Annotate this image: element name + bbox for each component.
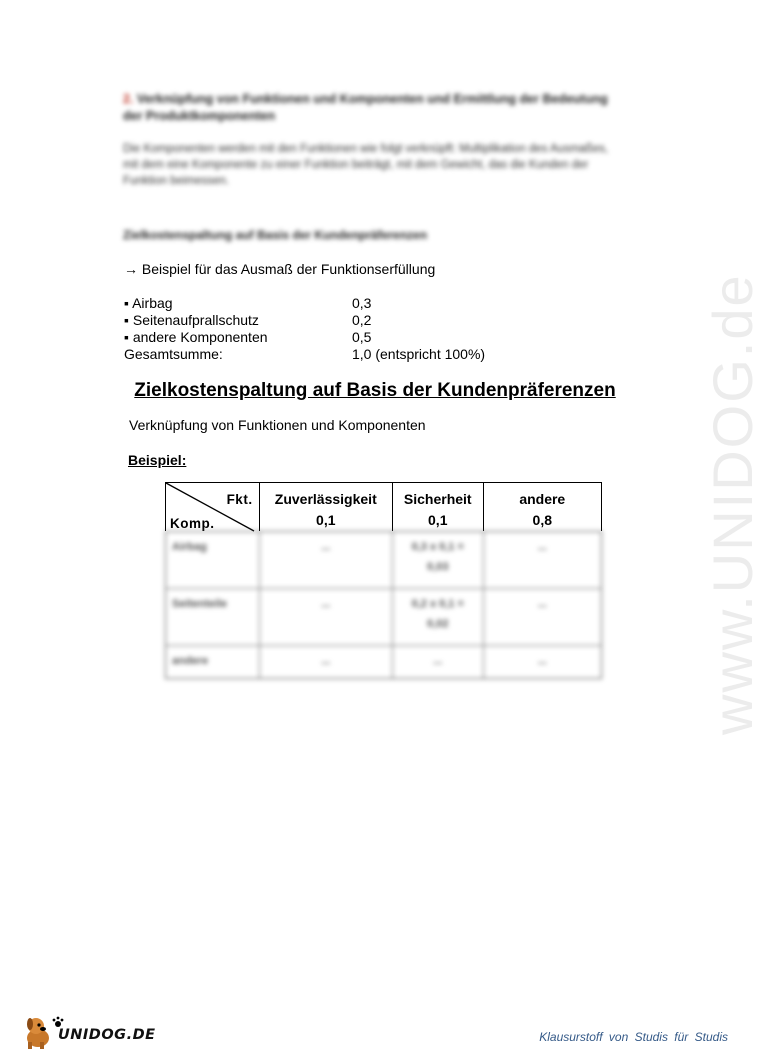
table-row [166, 588, 601, 645]
cell-formula: 0,3 x 0,1 = [411, 541, 464, 553]
beispiel-label: Beispiel: [128, 452, 187, 468]
corner-cell [166, 483, 259, 531]
list-item [124, 312, 544, 329]
table-cell [392, 532, 483, 588]
table-cell [392, 589, 483, 645]
section-paragraph: Die Komponenten werden mit den Funktionen wie folgt verknüpft: Multiplikation des Ausmaßes, mit dem eine Komponente zu einer Funktion beiträgt, mit dem Gewicht, das die Kunden der Funktion beimessen. [123, 143, 609, 187]
list-item [124, 295, 544, 312]
table-row [166, 645, 601, 678]
section-title-text: Verknüpfung von Funktionen und Komponenten und Ermittlung der Bedeutung der Produktkomponenten [123, 92, 608, 123]
column-header [259, 483, 392, 531]
weighting-table [165, 482, 602, 679]
corner-fkt: Fkt. [226, 492, 253, 507]
watermark: www.UNIDOG.de [701, 273, 764, 735]
row-label: Airbag [172, 541, 207, 553]
list-item-label: ▪ Airbag [124, 295, 173, 311]
table-cell: ... [483, 532, 601, 588]
list-item-value: 0,2 [352, 312, 372, 328]
main-heading: Zielkostenspaltung auf Basis der Kundenpräferenzen [134, 380, 616, 401]
column-weight: 0,8 [532, 512, 552, 528]
list-item [124, 346, 544, 363]
corner-komp: Komp. [170, 516, 215, 531]
cell-result: 0,02 [427, 618, 449, 630]
table-cell: ... [259, 589, 392, 645]
table-cell: ... [392, 646, 483, 678]
unidog-logo[interactable] [22, 1012, 156, 1052]
table-cell: ... [483, 589, 601, 645]
list-item-label: ▪ Seitenaufprallschutz [124, 312, 259, 328]
list-item-value: 1,0 (entspricht 100%) [352, 346, 486, 362]
table-cell: ... [259, 532, 392, 588]
table-header [165, 482, 602, 531]
example-line: → Beispiel für das Ausmaß der Funktionserfüllung [124, 261, 436, 277]
table-row [166, 532, 601, 588]
footer-tagline: Klausurstoff von Studis für Studis [539, 1030, 728, 1044]
list-item-value: 0,5 [352, 329, 372, 345]
section-title [123, 91, 613, 125]
cell-result: 0,03 [427, 561, 449, 573]
row-label: Seitenteile [172, 598, 228, 610]
table-body [165, 531, 602, 679]
column-header [483, 483, 601, 531]
list-item-label: ▪ andere Komponenten [124, 329, 268, 345]
column-name: andere [519, 491, 566, 507]
cell-formula: 0,2 x 0,1 = [411, 598, 464, 610]
column-weight: 0,1 [316, 512, 336, 528]
table-cell: ... [483, 646, 601, 678]
table-cell: ... [259, 646, 392, 678]
row-label: andere [172, 655, 209, 667]
logo-text: UNIDOG.DE [58, 1027, 156, 1043]
component-list [124, 295, 544, 363]
section-number: 2. [123, 92, 134, 106]
column-header [392, 483, 483, 531]
column-name: Zuverlässigkeit [274, 491, 377, 507]
list-item [124, 329, 544, 346]
list-item-value: 0,3 [352, 295, 372, 311]
sub-text: Verknüpfung von Funktionen und Komponenten [129, 417, 426, 433]
section-subtitle: Zielkostenspaltung auf Basis der Kundenpräferenzen [123, 228, 428, 242]
column-weight: 0,1 [428, 512, 448, 528]
column-name: Sicherheit [403, 491, 472, 507]
list-item-label: Gesamtsumme: [124, 346, 223, 362]
